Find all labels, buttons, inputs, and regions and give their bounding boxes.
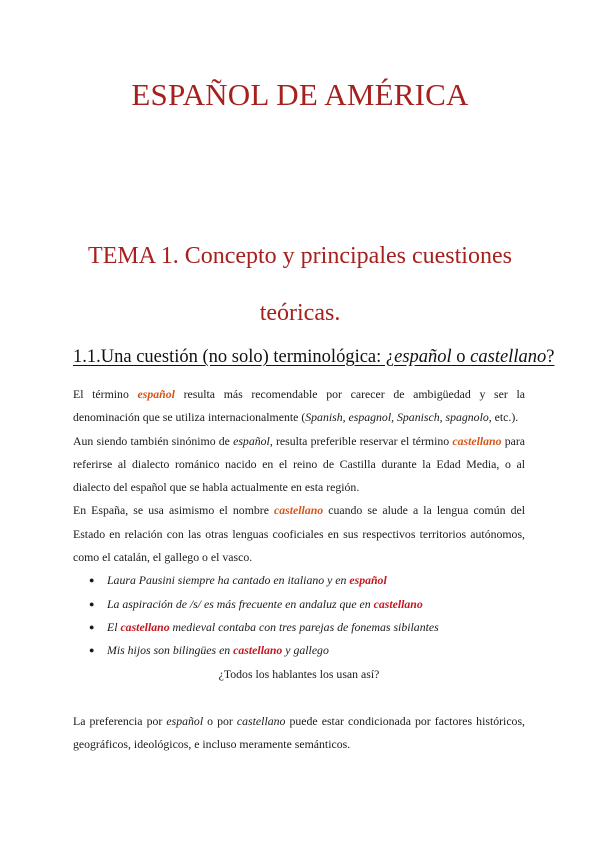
section-heading (73, 344, 555, 370)
example-text: Mis hijos son bilingües en (107, 643, 234, 658)
p4-text-2: o por (203, 713, 237, 728)
p1-text-2: resulta más recomendable por carecer de ambigüedad y ser la denominación que se utiliza internacionalmente ( (73, 387, 525, 425)
examples-list (73, 569, 525, 662)
list-item (89, 639, 525, 662)
example-keyword: castellano (120, 619, 170, 634)
example-keyword: castellano (373, 596, 423, 611)
example-text: y gallego (282, 643, 329, 658)
list-item (89, 593, 525, 616)
p2-text-2: , resulta preferible reservar el término (269, 433, 453, 448)
section-heading-suffix: ? (546, 347, 555, 367)
p3-text-1: En España, se usa asimismo el nombre (73, 503, 275, 518)
list-item (89, 616, 525, 639)
body-text (73, 383, 525, 756)
paragraph-3 (73, 499, 525, 569)
italic-castellano: castellano (236, 713, 286, 728)
paragraph-2 (73, 430, 525, 500)
keyword-espanol: español (137, 387, 175, 401)
example-text: medieval contaba con tres parejas de fonemas sibilantes (169, 619, 439, 634)
keyword-castellano: castellano (274, 503, 324, 518)
example-text: La aspiración de /s/ es más frecuente en andaluz que en (107, 596, 374, 611)
list-item (89, 569, 525, 592)
keyword-castellano: castellano (452, 433, 502, 448)
section-heading-prefix: 1.1.Una cuestión (no solo) terminológica: ¿ (73, 347, 395, 367)
question-line: ¿Todos los hablantes los usan así? (218, 666, 380, 681)
p2-text-1: Aun siendo también sinónimo de (73, 433, 234, 448)
example-text: El (107, 619, 121, 634)
example-text: Laura Pausini siempre ha cantado en italiano y en (107, 573, 350, 588)
tema-heading: TEMA 1. Concepto y principales cuestiones teóricas. (88, 243, 512, 326)
paragraph-4 (73, 710, 525, 757)
p3-text-2: cuando se alude a la lengua común del Estado en relación con las otras lenguas cooficiales en sus respectivos territorios autónomos, como el catalán, el gallego o el vasco. (73, 503, 526, 565)
section-heading-middle: o (451, 347, 471, 367)
p4-text-1: La preferencia por (73, 713, 167, 728)
example-keyword: español (349, 573, 387, 588)
paragraph-1 (73, 383, 525, 430)
p1-text-3: , etc.). (488, 410, 519, 425)
italic-espanol: español (166, 713, 204, 728)
example-keyword: castellano (233, 643, 283, 658)
italic-espanol: español (233, 433, 270, 448)
document-title: ESPAÑOL DE AMÉRICA (131, 77, 469, 112)
section-term-espanol: español (394, 347, 452, 367)
section-term-castellano: castellano (470, 347, 547, 367)
p2-text-3: para referirse al dialecto románico nacido en el reino de Castilla durante la Edad Media, o al dialecto del español que se habla actualmente en esta región. (73, 433, 526, 495)
language-names: Spanish, espagnol, Spanisch, spagnolo (305, 410, 489, 425)
p4-text-3: puede estar condicionada por factores históricos, geográficos, ideológicos, e incluso meramente semánticos. (73, 713, 525, 752)
p1-text-1: El término (73, 387, 138, 401)
